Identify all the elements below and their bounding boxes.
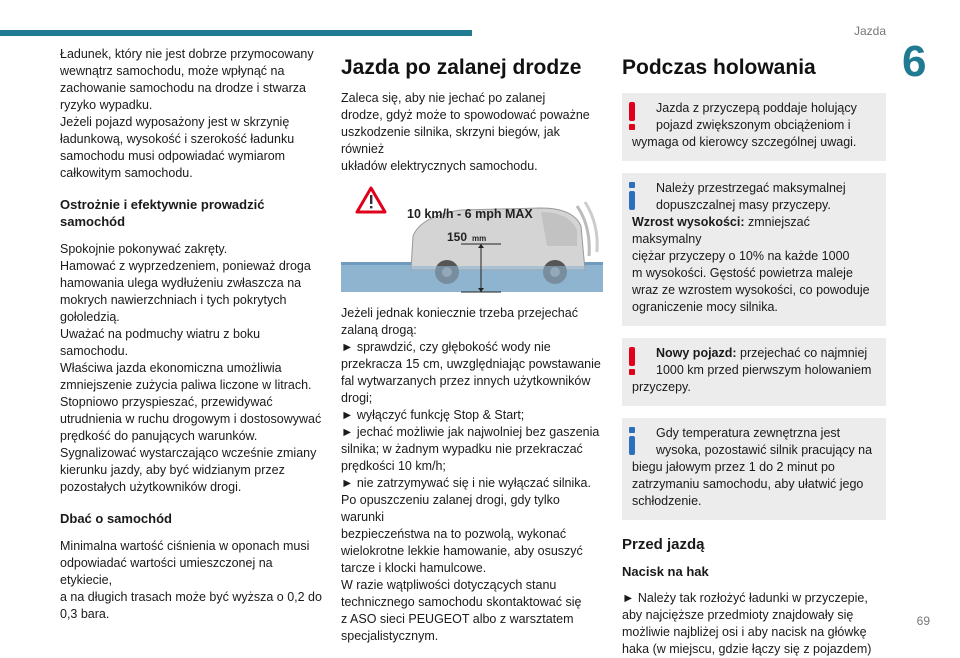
warning-exclamation-icon [628,347,636,377]
text-line: Jazda z przyczepą poddaje holujący [656,101,857,115]
text-line: schłodzenie. [632,494,702,508]
text-line: wielokrotne lekkie hamowanie, aby osuszyć [341,544,583,558]
text-line: zachowanie samochodu na drodze i stwarza [60,81,306,95]
text-line: ► wyłączyć funkcję Stop & Start; [341,408,525,422]
text-line: haka (w miejscu, gdzie łączy się z pojazdem) [622,642,872,656]
text-line: utrudnienia w ruchu drogowym i dostosowywać [60,412,322,426]
text-line: Zaleca się, aby nie jechać po zalanej [341,91,546,105]
info-notice-max-weight [622,173,886,326]
car-care-paragraph [60,538,328,623]
text-line: mokrych nawierzchniach i tych pokrytych [60,293,287,307]
text-line: gołoledzią. [60,310,120,324]
text-line: Stopniowo przyspieszać, przewidywać [60,395,273,409]
text-line: m wysokości. Gęstość powietrza maleje [632,266,853,280]
text-line: ► nie zatrzymywać się i nie wyłączać silnika. [341,476,591,490]
text-line: ryzyko wypadku. [60,98,153,112]
text-line: przyczepy. [632,380,691,394]
text-line: 0,3 bara. [60,607,110,621]
text-line: Hamować z wyprzedzeniem, ponieważ droga [60,259,311,273]
flooded-road-illustration [341,186,603,292]
text-line: Po opuszczeniu zalanej drogi, gdy tylko warunki [341,493,560,524]
column-left [60,46,328,623]
text-line: całkowitym samochodu. [60,166,193,180]
text-line: Właściwa jazda ekonomiczna umożliwia [60,361,282,375]
text-line: drogi; [341,391,373,405]
warning-notice-load [622,93,886,161]
text-line: fal wytwarzanych przez innych użytkowników [341,374,591,388]
text-line: technicznego samochodu skontaktować się [341,595,582,609]
speed-limit-label: 10 km/h - 6 mph MAX [407,207,533,221]
text-line: samochodu musi odpowiadać wymiarom [60,149,286,163]
text-line: wraz ze wzrostem wysokości, co powoduje [632,283,870,297]
section-title: Jazda [853,24,886,38]
info-icon [628,427,636,457]
text-line: wysoka, pozostawić silnik pracujący na [656,443,873,457]
text-line: ciężar przyczepy o 10% na każde 1000 [632,249,850,263]
text-line: ► jechać możliwie jak najwolniej bez gaszenia [341,425,600,439]
text-line: przekracza 15 cm, uwzględniając powstawanie [341,357,601,371]
text-line: 1000 km przed pierwszym holowaniem [656,363,872,377]
subheading-safe-driving: Ostrożnie i efektywnie prowadzić samochód [60,197,265,229]
text-line: Jeżeli jednak koniecznie trzeba przejechać [341,306,578,320]
text-line: tarcze i klocki hamulcowe. [341,561,487,575]
altitude-label: Wzrost wysokości: [632,215,745,229]
flooded-intro [341,90,603,175]
text-line: pozostałych użytkowników drogi. [60,480,242,494]
safe-driving-paragraph [60,241,328,496]
text-line: układów elektrycznych samochodu. [341,159,538,173]
text-line: zmniejszenie zużycia paliwa liczone w litrach. [60,378,312,392]
text-line: W razie wątpliwości dotyczących stanu [341,578,557,592]
depth-value: 150 [447,230,468,244]
text-line: Minimalna wartość ciśnienia w oponach musi [60,539,310,553]
flooded-instructions [341,305,603,645]
intro-paragraph [60,46,328,182]
subheading-hitch-load: Nacisk na hak [622,564,709,579]
text-line: biegu jałowym przez 1 do 2 minut po [632,460,835,474]
info-icon [628,182,636,212]
text-line: Jeżeli pojazd wyposażony jest w skrzynię [60,115,290,129]
column-middle [341,55,603,645]
text-line: ładunkową, wysokość i szerokość ładunku [60,132,295,146]
text-line: prędkość do panujących warunków. [60,429,258,443]
text-line: bezpieczeństwa na to pozwolą, wykonać [341,527,567,541]
text-line: Uważać na podmuchy wiatru z boku samochodu. [60,327,261,358]
text-line: drodze, gdyż może to spowodować poważne [341,108,590,122]
page-number: 69 [916,614,930,628]
text-line: ► sprawdzić, czy głębokość wody nie [341,340,551,354]
text-line: specjalistycznym. [341,629,439,643]
text-line: Gdy temperatura zewnętrzna jest [656,426,841,440]
text-line: wymaga od kierowcy szczególnej uwagi. [632,135,857,149]
subheading-car-care: Dbać o samochód [60,511,172,526]
heading-flooded-road: Jazda po zalanej drodze [341,56,582,79]
hitch-paragraph [622,590,886,658]
text-line: a na długich trasach może być wyższa o 0,2 do [60,590,322,604]
depth-unit: mm [472,234,487,243]
subheading-before-driving: Przed jazdą [622,536,705,553]
text-line: zatrzymaniu samochodu, aby ułatwić jego [632,477,864,491]
text-line: prędkości 10 km/h; [341,459,446,473]
text-line: ► Należy tak rozłożyć ładunki w przyczepie, [622,591,868,605]
text-line: przejechać co najmniej [736,346,868,360]
text-line: aby najcięższe przedmioty znajdowały się [622,608,854,622]
text-line: z ASO sieci PEUGEOT albo z warsztatem [341,612,574,626]
text-line: dopuszczalnej masy przyczepy. [656,198,831,212]
text-line: kierunku jazdy, aby być widzianym przez [60,463,285,477]
heading-towing: Podczas holowania [622,56,816,79]
text-line: odpowiadać wartości umieszczonej na etykiecie, [60,556,273,587]
column-right [622,55,886,658]
text-line: wewnątrz samochodu, może wpłynąć na [60,64,285,78]
text-line: pojazd zwiększonym obciążeniom i [656,118,851,132]
text-line: hamowania ulega wydłużeniu zwłaszcza na [60,276,302,290]
text-line: Ładunek, który nie jest dobrze przymocowany [60,47,314,61]
new-vehicle-label: Nowy pojazd: [656,346,737,360]
car-in-water-svg [341,186,603,292]
info-notice-cooling [622,418,886,520]
text-line: uszkodzenie silnika, skrzyni biegów, jak również [341,125,560,156]
header-accent-bar [0,30,472,36]
warning-notice-new-vehicle [622,338,886,406]
text-line: możliwie najbliżej osi i aby nacisk na główkę [622,625,867,639]
text-line: Sygnalizować wystarczająco wcześnie zmiany [60,446,317,460]
text-line: zmniejszać maksymalny [632,215,810,246]
warning-exclamation-icon [628,102,636,132]
text-line: Należy przestrzegać maksymalnej [656,181,846,195]
text-line: Spokojnie pokonywać zakręty. [60,242,228,256]
text-line: ograniczenie mocy silnika. [632,300,778,314]
chapter-number: 6 [902,37,927,86]
text-line: silnika; w żadnym wypadku nie przekraczać [341,442,583,456]
text-line: zalaną drogą: [341,323,417,337]
